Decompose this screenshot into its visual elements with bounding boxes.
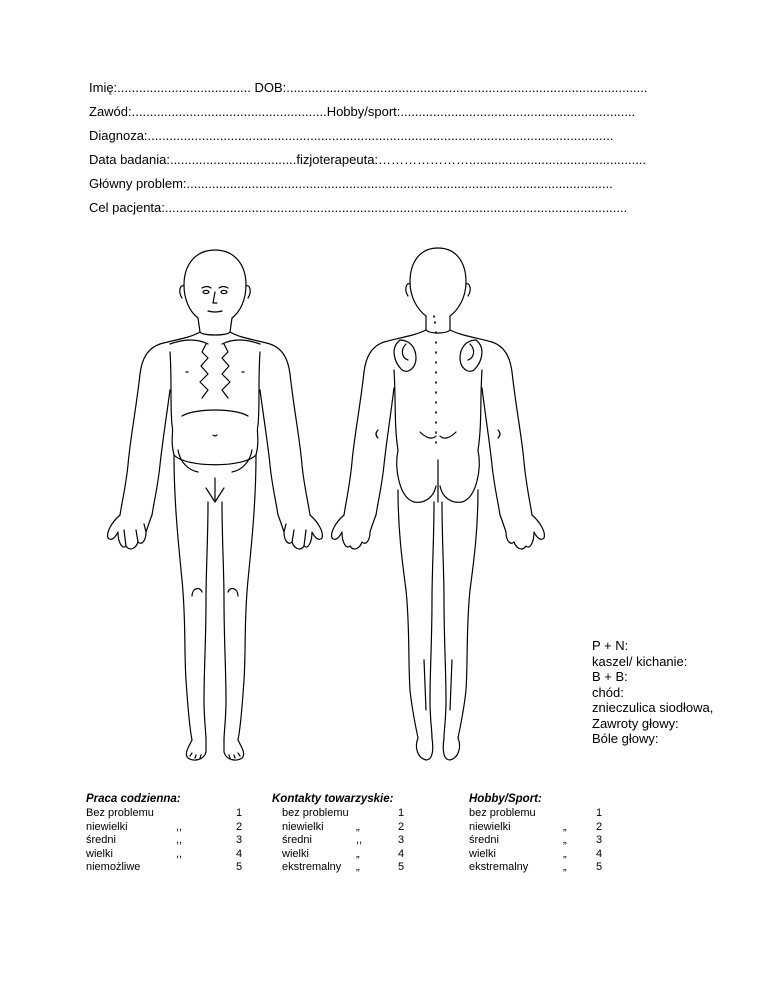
scale-title: Hobby/Sport: xyxy=(469,793,542,805)
scale-ditto: „ xyxy=(563,834,567,847)
scale-row[interactable] xyxy=(272,848,422,861)
scale-value: 2 xyxy=(596,820,603,833)
scale-value: 3 xyxy=(596,834,603,847)
scale-row[interactable] xyxy=(86,834,246,847)
scale-row[interactable] xyxy=(86,848,246,861)
scale-row[interactable] xyxy=(469,848,619,861)
field-exam-date-physio xyxy=(89,152,699,168)
scale-value: 5 xyxy=(596,860,603,873)
field-patient-goal xyxy=(89,200,699,216)
scale-label: Bez problemu xyxy=(86,807,154,820)
hobby-field[interactable]: ................................................................. xyxy=(400,104,636,119)
scale-row[interactable] xyxy=(272,861,422,874)
dob-field[interactable]: .................................................................................................... xyxy=(286,80,648,95)
scale-ditto: „ xyxy=(563,847,567,860)
scale-row[interactable] xyxy=(272,821,422,834)
scale-ditto: ,, xyxy=(176,834,183,847)
scale-ditto: ,, xyxy=(356,834,363,847)
scale-ditto: „ xyxy=(356,860,360,873)
side-notes xyxy=(592,638,713,747)
name-label: Imię: xyxy=(89,80,118,95)
scale-label: średni xyxy=(282,834,312,847)
field-occupation-hobby xyxy=(89,104,699,120)
scale-value: 1 xyxy=(596,807,603,820)
scale-row[interactable] xyxy=(272,834,422,847)
scale-label: wielki xyxy=(86,847,113,860)
side-note: kaszel/ kichanie: xyxy=(592,653,688,669)
hobby-label: Hobby/sport: xyxy=(326,104,401,119)
diagnosis-field[interactable]: ................................................................................................................................. xyxy=(147,128,614,143)
scale-row[interactable] xyxy=(469,861,619,874)
scale-title: Praca codzienna: xyxy=(86,793,181,805)
exam-date-field[interactable]: ................................... xyxy=(169,152,297,167)
scale-ditto: ,, xyxy=(176,847,183,860)
scale-label: ekstremalny xyxy=(282,860,342,873)
scale-ditto: „ xyxy=(563,820,567,833)
patient-goal-field[interactable]: ................................................................................................................................ xyxy=(164,200,628,215)
physio-field[interactable]: …………………................................................. xyxy=(378,152,647,167)
side-note: chód: xyxy=(592,684,624,700)
scale-row[interactable] xyxy=(469,821,619,834)
scale-value: 3 xyxy=(398,834,405,847)
scale-label: niewielki xyxy=(86,820,128,833)
name-field[interactable]: ..................................... xyxy=(117,80,251,95)
scale-value: 4 xyxy=(398,847,405,860)
patient-goal-label: Cel pacjenta: xyxy=(89,200,165,215)
scale-row[interactable] xyxy=(469,807,619,820)
scale-label: bez problemu xyxy=(282,807,349,820)
scale-ditto: „ xyxy=(356,847,360,860)
scale-label: niewielki xyxy=(469,820,511,833)
scale-label: wielki xyxy=(469,847,496,860)
scale-row[interactable] xyxy=(86,807,246,820)
scale-title: Kontakty towarzyskie: xyxy=(272,793,394,805)
scale-label: niewielki xyxy=(282,820,324,833)
side-note: Bóle głowy: xyxy=(592,731,659,746)
scale-value: 4 xyxy=(596,847,603,860)
dob-label: DOB: xyxy=(254,80,287,95)
scale-value: 1 xyxy=(236,807,243,820)
side-note: znieczulica siodłowa, xyxy=(592,700,714,715)
side-note: P + N: xyxy=(592,638,629,653)
scale-row[interactable] xyxy=(86,861,246,874)
body-front-icon[interactable] xyxy=(100,240,330,765)
scale-value: 2 xyxy=(398,820,405,833)
scale-value: 1 xyxy=(398,807,405,820)
scale-value: 3 xyxy=(236,834,243,847)
scale-label: wielki xyxy=(282,847,309,860)
main-problem-label: Główny problem: xyxy=(89,176,187,191)
occupation-field[interactable]: ...................................................... xyxy=(131,104,327,119)
scale-ditto: „ xyxy=(563,860,567,873)
field-diagnosis xyxy=(89,128,699,144)
scale-social-contacts xyxy=(272,793,422,874)
field-main-problem xyxy=(89,176,699,192)
scale-value: 5 xyxy=(398,860,405,873)
scale-value: 2 xyxy=(236,820,243,833)
scale-label: bez problemu xyxy=(469,807,536,820)
diagnosis-label: Diagnoza: xyxy=(89,128,148,143)
scale-row[interactable] xyxy=(86,821,246,834)
occupation-label: Zawód: xyxy=(89,104,132,119)
scale-daily-work xyxy=(86,793,246,874)
scale-value: 4 xyxy=(236,847,243,860)
scale-row[interactable] xyxy=(272,807,422,820)
physio-label: fizjoterapeuta: xyxy=(296,152,379,167)
scale-ditto: ,, xyxy=(176,820,183,833)
scale-hobby-sport xyxy=(469,793,619,874)
body-back-icon[interactable] xyxy=(328,240,558,765)
main-problem-field[interactable]: ...................................................................................................................... xyxy=(186,176,613,191)
side-note: Zawroty głowy: xyxy=(592,715,679,731)
field-name-dob xyxy=(89,80,699,96)
scale-label: ekstremalny xyxy=(469,860,529,873)
scale-ditto: „ xyxy=(356,820,360,833)
exam-date-label: Data badania: xyxy=(89,152,170,167)
scale-label: średni xyxy=(86,834,116,847)
scale-label: średni xyxy=(469,834,499,847)
scale-label: niemożliwe xyxy=(86,860,141,873)
scale-row[interactable] xyxy=(469,834,619,847)
side-note: B + B: xyxy=(592,669,628,684)
scale-value: 5 xyxy=(236,860,243,873)
